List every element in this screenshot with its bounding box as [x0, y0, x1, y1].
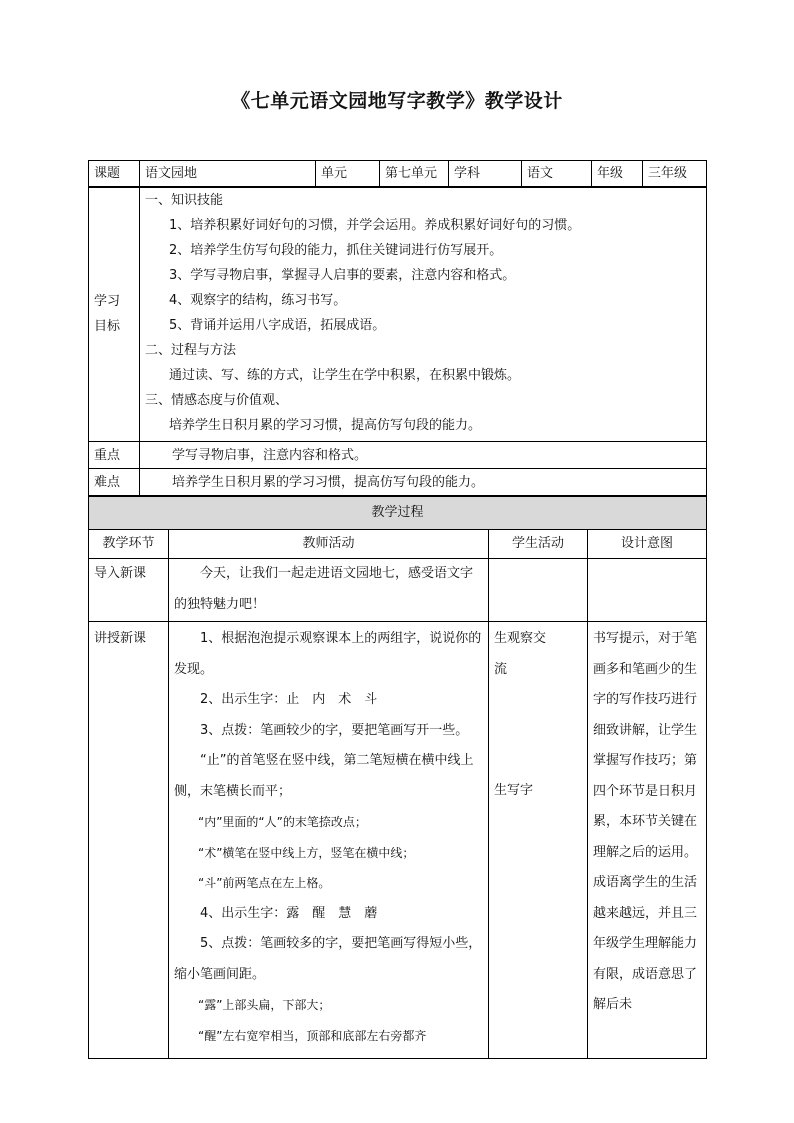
teach-row	[89, 622, 707, 1059]
difficulty-row	[89, 469, 707, 496]
process-columns-row	[89, 530, 707, 559]
intro-teacher-text: 今天，让我们一起走进语文园地七，感受语文字的独特魅力吧！	[174, 566, 474, 612]
col-intent: 设计意图	[588, 530, 707, 559]
info-row	[89, 161, 707, 188]
grade-value: 三年级	[643, 161, 707, 188]
teacher-note: “止”的首笔竖在竖中线，第二笔短横在横中线上侧，末笔横长而平；	[174, 753, 474, 799]
goal-item: 5、背诵并运用八字成语，拓展成语。	[169, 318, 386, 333]
subject-label: 学科	[449, 161, 522, 188]
teacher-step: 2、出示生字：止 内 术 斗	[200, 692, 378, 707]
goal-item: 培养学生日积月累的学习习惯，提高仿写句段的能力。	[169, 418, 482, 433]
key-point-text: 学写寻物启事，注意内容和格式。	[140, 442, 707, 469]
goals-label	[89, 187, 140, 442]
key-point-row	[89, 442, 707, 469]
goal-item: 2、培养学生仿写句段的能力，抓住关键词进行仿写展开。	[169, 243, 503, 258]
student-activity-observe: 生观察交流	[494, 631, 547, 677]
intro-stage: 导入新课	[89, 559, 169, 622]
unit-label: 单元	[316, 161, 380, 188]
goal-heading-knowledge: 一、知识技能	[145, 193, 224, 208]
teacher-note: “斗”前两笔点在左上格。	[198, 876, 331, 890]
student-activity-write: 生写字	[494, 783, 534, 798]
goals-label-line1: 学习	[94, 294, 121, 309]
goal-heading-process: 二、过程与方法	[145, 343, 237, 358]
difficulty-label: 难点	[89, 469, 140, 496]
intro-row	[89, 559, 707, 622]
intro-intent	[588, 559, 707, 622]
goal-heading-attitude: 三、情感态度与价值观、	[145, 393, 289, 408]
teacher-step: 3、点拨：笔画较少的字，要把笔画写开一些。	[200, 722, 469, 738]
intro-teacher	[169, 559, 489, 622]
teacher-step: 1、根据泡泡提示观察课本上的两组字，说说你的发现。	[174, 631, 482, 677]
goal-item: 4、观察字的结构，练习书写。	[169, 293, 347, 308]
unit-value: 第七单元	[380, 161, 449, 188]
goals-content	[140, 187, 707, 442]
teach-stage: 讲授新课	[89, 622, 169, 1059]
topic-value: 语文园地	[140, 161, 316, 188]
page-title: 《七单元语文园地写字教学》教学设计	[231, 90, 563, 112]
teacher-step: 4、出示生字：露 醒 慧 蘑	[200, 905, 378, 921]
goal-item: 通过读、写、练的方式，让学生在学中积累，在积累中锻炼。	[169, 368, 521, 383]
learning-goals-row	[89, 187, 707, 442]
teacher-note: “内”里面的“人”的末笔捺改点；	[198, 815, 367, 829]
teacher-note: “醒”左右宽窄相当，顶部和底部左右旁都齐	[198, 1028, 427, 1043]
goal-item: 3、学写寻物启事，掌握寻人启事的要素，注意内容和格式。	[169, 268, 516, 283]
goals-label-line2: 目标	[94, 319, 121, 334]
teacher-note: “露”上部头扁，下部大；	[198, 998, 331, 1012]
grade-label: 年级	[592, 161, 643, 188]
difficulty-text: 培养学生日积月累的学习习惯，提高仿写句段的能力。	[140, 469, 707, 496]
key-point-label: 重点	[89, 442, 140, 469]
goal-item: 1、培养积累好词好句的习惯，并学会运用。养成积累好词好句的习惯。	[169, 218, 581, 233]
process-header-row	[89, 497, 707, 530]
process-table	[88, 496, 707, 1059]
col-teacher: 教师活动	[169, 530, 489, 559]
intro-student	[489, 559, 588, 622]
topic-label: 课题	[89, 161, 140, 188]
col-student: 学生活动	[489, 530, 588, 559]
process-header: 教学过程	[89, 497, 707, 530]
teacher-step: 5、点拨：笔画较多的字，要把笔画写得短小些，缩小笔画间距。	[174, 936, 482, 982]
teach-teacher	[169, 622, 489, 1059]
teach-intent: 书写提示，对于笔画多和笔画少的生字的写作技巧进行细致讲解，让学生掌握写作技巧；第四个环节是日积月累，本环节关键在理解之后的运用。成语离学生的生活越来越远，并且三年级学生理解能力有限，成语意思了解后未	[588, 622, 707, 1059]
col-stage: 教学环节	[89, 530, 169, 559]
subject-value: 语文	[522, 161, 592, 188]
teacher-note: “术”横笔在竖中线上方，竖笔在横中线；	[198, 845, 415, 860]
goals-table	[88, 186, 707, 496]
lesson-info-table	[88, 160, 707, 188]
teach-student	[489, 622, 588, 1059]
